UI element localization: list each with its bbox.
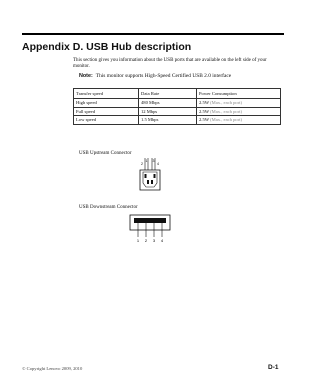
cell-data-rate: 12 Mbps [139,107,197,115]
upstream-pin-label: 4 [157,162,159,166]
cell-data-rate: 1.5 Mbps [139,116,197,124]
power-value: 2.5W [199,100,209,106]
downstream-pin-label: 1 [136,238,140,243]
column-header-power-consumption: Power Consumption [197,89,281,99]
page-number: D-1 [268,364,279,371]
cell-power [197,116,281,124]
downstream-connector-tongue [134,218,166,223]
intro-paragraph: This section gives you information about the USB ports that are available on the left side of your monitor. [73,58,267,70]
table-row [74,107,281,115]
downstream-pin-label: 4 [160,238,164,243]
column-header-data-rate: Data Rate [139,89,197,99]
upstream-contact [147,180,149,184]
usb-upstream-connector-diagram [133,158,167,192]
power-qualifier: (Max., each port) [210,117,243,123]
cell-power [197,107,281,115]
column-header-transfer-speed: Transfer speed [74,89,139,99]
power-value: 2.5W [199,108,209,114]
table-row [74,99,281,107]
table-row [74,116,281,124]
power-value: 2.5W [199,117,209,123]
cell-transfer-speed: High speed [74,99,139,107]
upstream-pin-label: 1 [145,159,148,163]
downstream-pin-label: 2 [144,238,148,243]
power-qualifier: (Max., each port) [210,108,243,114]
cell-transfer-speed: Full speed [74,107,139,115]
upstream-pin-label: 2 [141,162,143,166]
top-rule [22,33,284,35]
upstream-pin-label: 3 [152,159,155,163]
usb-downstream-connector-diagram [127,214,173,246]
note-text: This monitor supports High-Speed Certified USB 2.0 interface [95,73,232,79]
power-qualifier: (Max., each port) [210,100,243,106]
note-label: Note: [79,73,93,79]
upstream-contact [151,180,153,184]
downstream-pin-label: 3 [152,238,156,243]
downstream-connector-caption: USB Downstream Connector [79,205,138,210]
cell-data-rate: 480 Mbps [139,99,197,107]
page-title: Appendix D. USB Hub description [22,41,192,53]
table-header-row [74,89,281,99]
note-line [79,73,231,79]
cell-power [197,99,281,107]
upstream-connector-caption: USB Upstream Connector [79,151,132,156]
cell-transfer-speed: Low speed [74,116,139,124]
upstream-contact [145,174,147,178]
upstream-contact [154,174,156,178]
usb-speed-table [73,88,281,125]
copyright-notice: © Copyright Lenovo 2009, 2010 [22,366,83,371]
